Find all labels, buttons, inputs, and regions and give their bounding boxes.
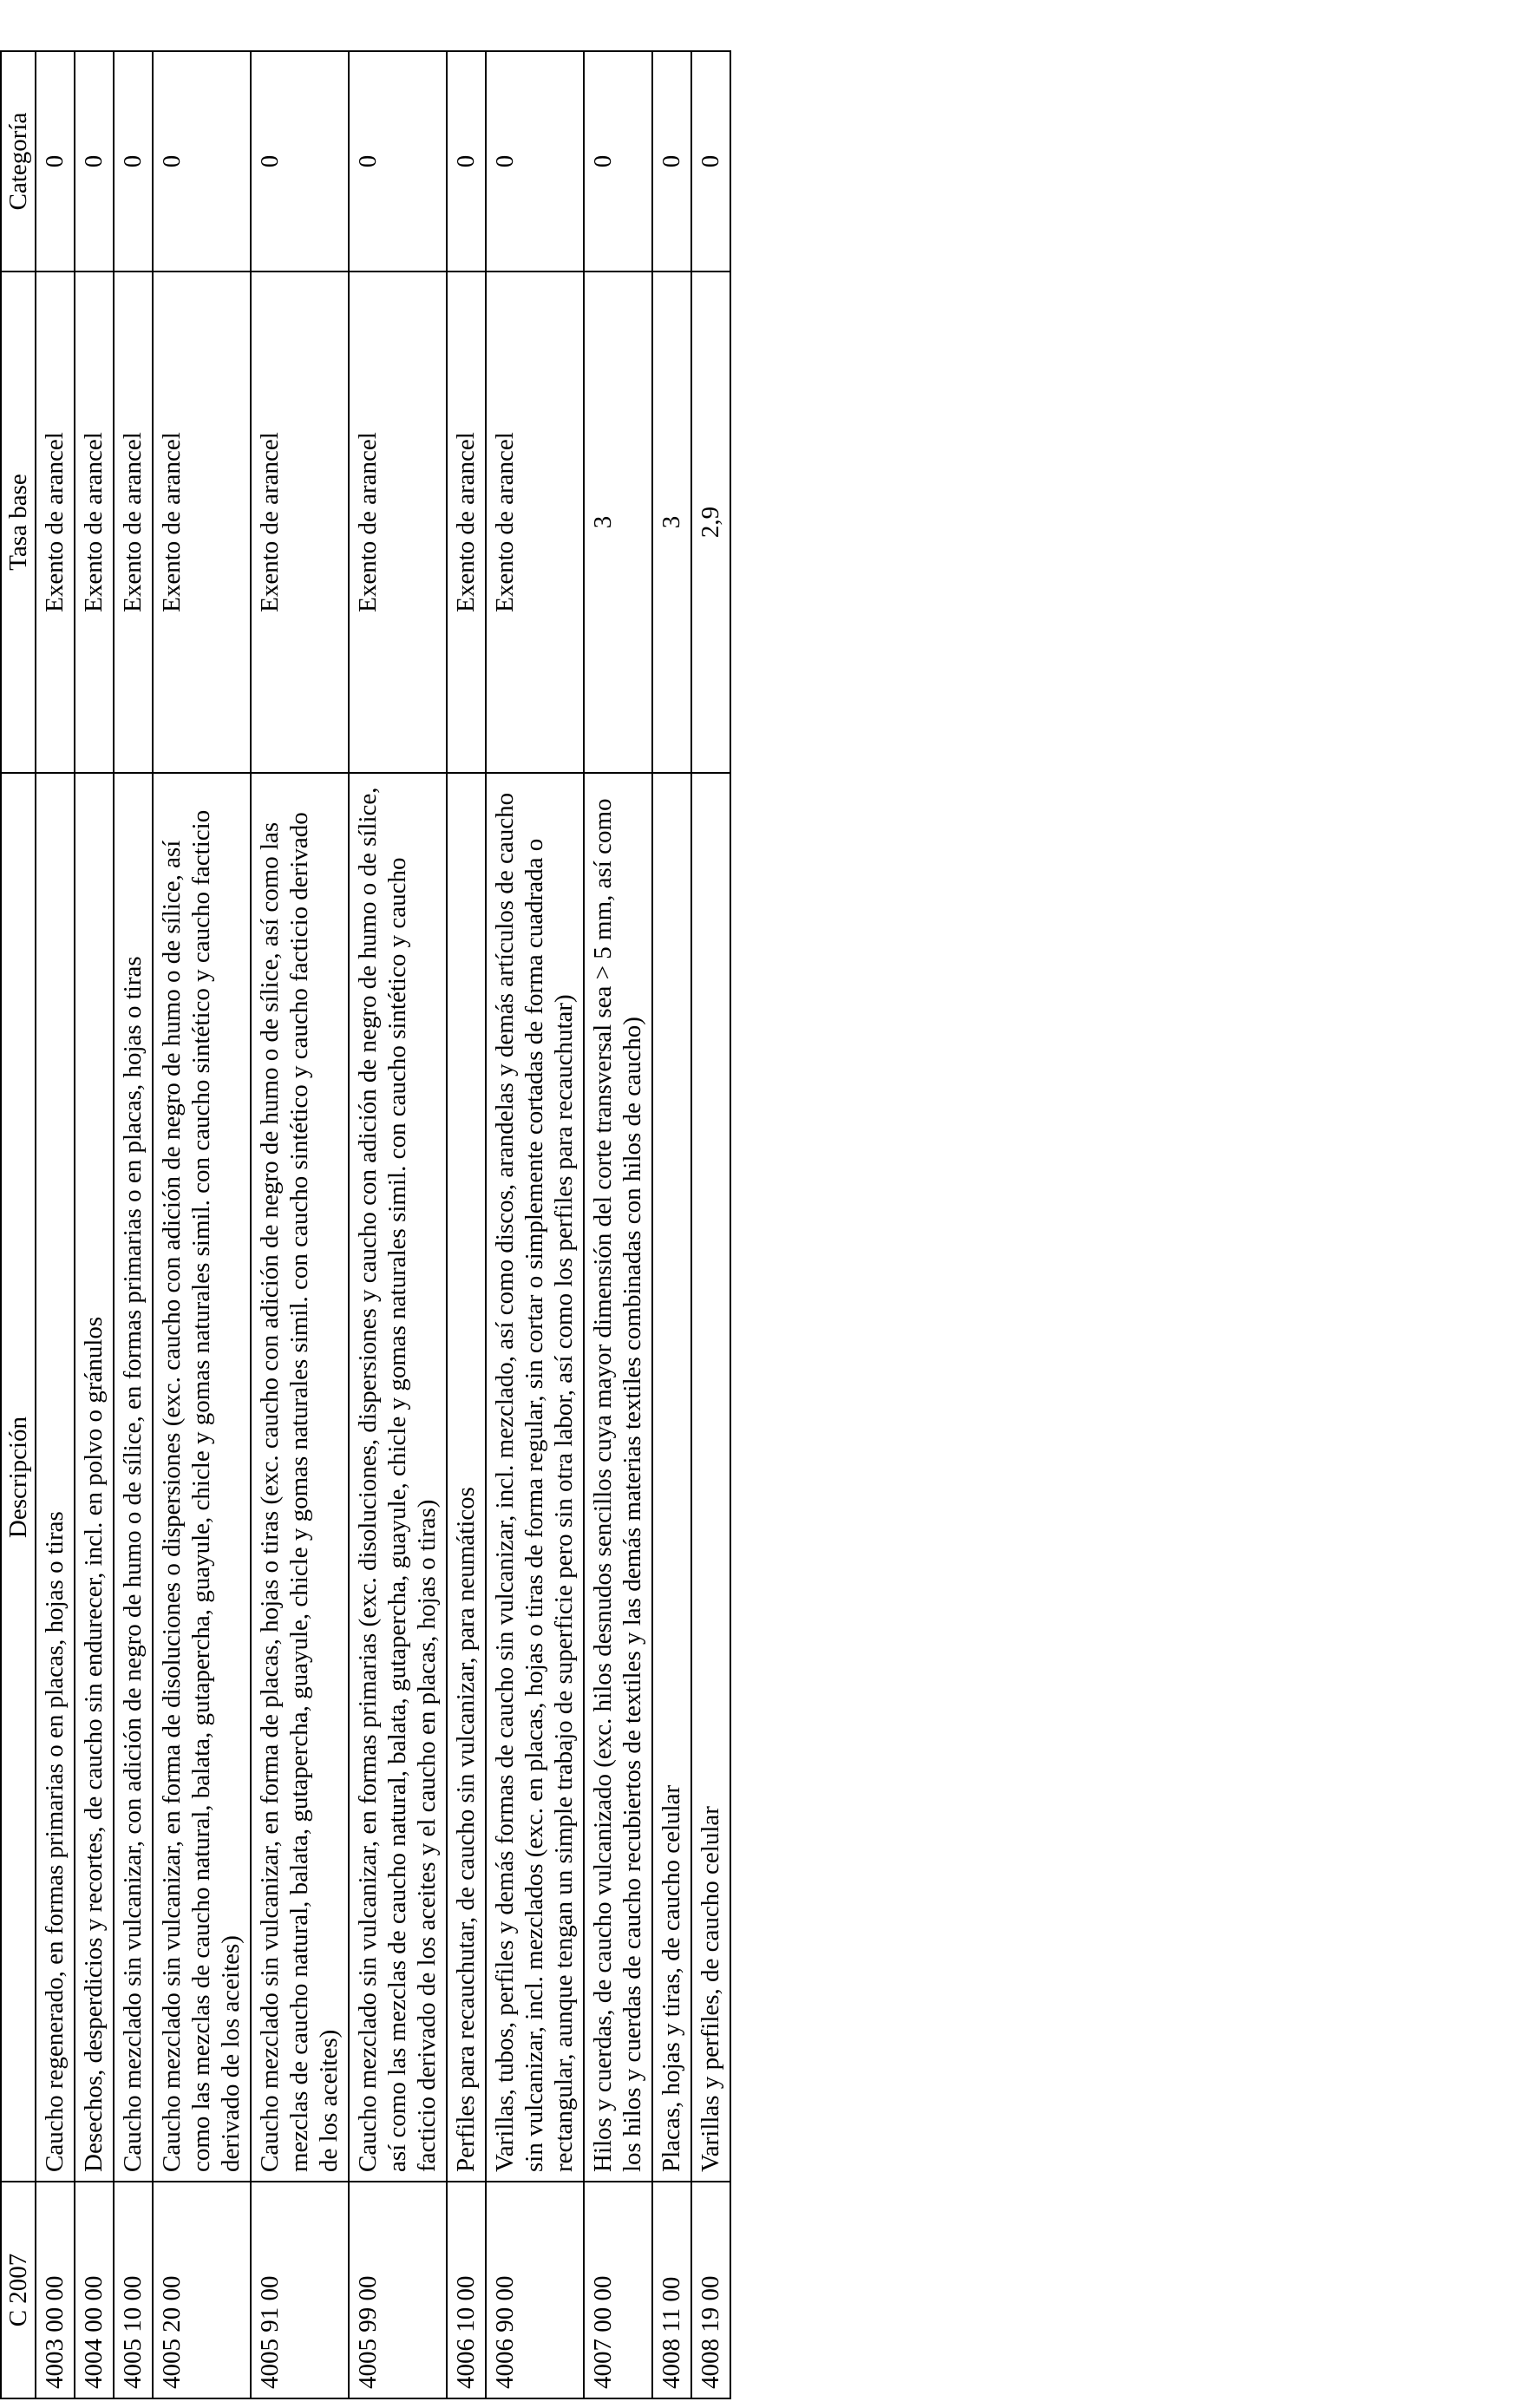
cell-description: Hilos y cuerdas, de caucho vulcanizado (exc. hilos desnudos sencillos cuya mayor dimensión del corte transversal sea > 5 mm, así como los hilos y cuerdas de caucho recubiertos de textiles y las demás materias textiles combinadas con hilos de caucho)	[584, 773, 652, 2182]
header-code: C 2007	[1, 2182, 36, 2398]
table-row	[36, 51, 75, 2398]
cell-description: Caucho mezclado sin vulcanizar, en formas primarias (exc. disoluciones, dispersiones y caucho con adición de negro de humo o de sílice, así como las mezclas de caucho natural, balata, gutapercha, guayule, chicle y gomas naturales simil. con caucho sintético y caucho facticio derivado de los aceites y el caucho en placas, hojas o tiras)	[349, 773, 447, 2182]
cell-rate: Exento de arancel	[114, 272, 153, 773]
cell-rate: Exento de arancel	[153, 272, 251, 773]
cell-rate: 2,9	[691, 272, 730, 773]
table-row	[652, 51, 691, 2398]
cell-description: Varillas y perfiles, de caucho celular	[691, 773, 730, 2182]
cell-description: Placas, hojas y tiras, de caucho celular	[652, 773, 691, 2182]
table-row	[251, 51, 349, 2398]
header-description: Descripción	[1, 773, 36, 2182]
table-row	[447, 51, 486, 2398]
header-category: Categoría	[1, 51, 36, 272]
cell-description: Caucho mezclado sin vulcanizar, con adición de negro de humo o de sílice, en formas primarias o en placas, hojas o tiras	[114, 773, 153, 2182]
cell-description: Desechos, desperdicios y recortes, de caucho sin endurecer, incl. en polvo o gránulos	[75, 773, 114, 2182]
cell-rate: Exento de arancel	[349, 272, 447, 773]
cell-category: 0	[584, 51, 652, 272]
cell-rate: 3	[652, 272, 691, 773]
cell-rate: Exento de arancel	[486, 272, 584, 773]
cell-category: 0	[75, 51, 114, 272]
table-row	[114, 51, 153, 2398]
cell-rate: 3	[584, 272, 652, 773]
cell-code: 4004 00 00	[75, 2182, 114, 2398]
header-row	[1, 51, 36, 2398]
table-row	[691, 51, 730, 2398]
cell-rate: Exento de arancel	[251, 272, 349, 773]
cell-category: 0	[114, 51, 153, 272]
cell-category: 0	[251, 51, 349, 272]
cell-code: 4005 99 00	[349, 2182, 447, 2398]
table-row	[153, 51, 251, 2398]
cell-category: 0	[36, 51, 75, 272]
cell-code: 4006 10 00	[447, 2182, 486, 2398]
cell-rate: Exento de arancel	[447, 272, 486, 773]
cell-rate: Exento de arancel	[75, 272, 114, 773]
cell-category: 0	[691, 51, 730, 272]
table-row	[75, 51, 114, 2398]
tariff-table	[0, 50, 731, 2399]
table-row	[349, 51, 447, 2398]
table-row	[486, 51, 584, 2398]
table-row	[584, 51, 652, 2398]
cell-code: 4005 10 00	[114, 2182, 153, 2398]
cell-code: 4008 11 00	[652, 2182, 691, 2398]
cell-category: 0	[153, 51, 251, 272]
cell-description: Perfiles para recauchutar, de caucho sin vulcanizar, para neumáticos	[447, 773, 486, 2182]
cell-category: 0	[652, 51, 691, 272]
cell-code: 4007 00 00	[584, 2182, 652, 2398]
cell-rate: Exento de arancel	[36, 272, 75, 773]
cell-description: Caucho mezclado sin vulcanizar, en forma de placas, hojas o tiras (exc. caucho con adición de negro de humo o de sílice, así como las mezclas de caucho natural, balata, gutapercha, guayule, chicle y gomas naturales simil. con caucho sintético y caucho facticio derivado de los aceites)	[251, 773, 349, 2182]
cell-description: Caucho regenerado, en formas primarias o en placas, hojas o tiras	[36, 773, 75, 2182]
cell-code: 4006 90 00	[486, 2182, 584, 2398]
cell-code: 4005 91 00	[251, 2182, 349, 2398]
cell-category: 0	[447, 51, 486, 272]
cell-code: 4005 20 00	[153, 2182, 251, 2398]
cell-description: Caucho mezclado sin vulcanizar, en forma de disoluciones o dispersiones (exc. caucho con adición de negro de humo o de sílice, así como las mezclas de caucho natural, balata, gutapercha, guayule, chicle y gomas naturales simil. con caucho sintético y caucho facticio derivado de los aceites)	[153, 773, 251, 2182]
cell-code: 4008 19 00	[691, 2182, 730, 2398]
cell-description: Varillas, tubos, perfiles y demás formas de caucho sin vulcanizar, incl. mezclado, así como discos, arandelas y demás artículos de caucho sin vulcanizar, incl. mezclados (exc. en placas, hojas o tiras de forma regular, sin cortar o simplemente cortadas de forma cuadrada o rectangular, aunque tengan un simple trabajo de superficie pero sin otra labor, así como los perfiles para recauchutar)	[486, 773, 584, 2182]
cell-code: 4003 00 00	[36, 2182, 75, 2398]
rotated-page	[0, 52, 1112, 2399]
header-rate: Tasa base	[1, 272, 36, 773]
cell-category: 0	[349, 51, 447, 272]
cell-category: 0	[486, 51, 584, 272]
